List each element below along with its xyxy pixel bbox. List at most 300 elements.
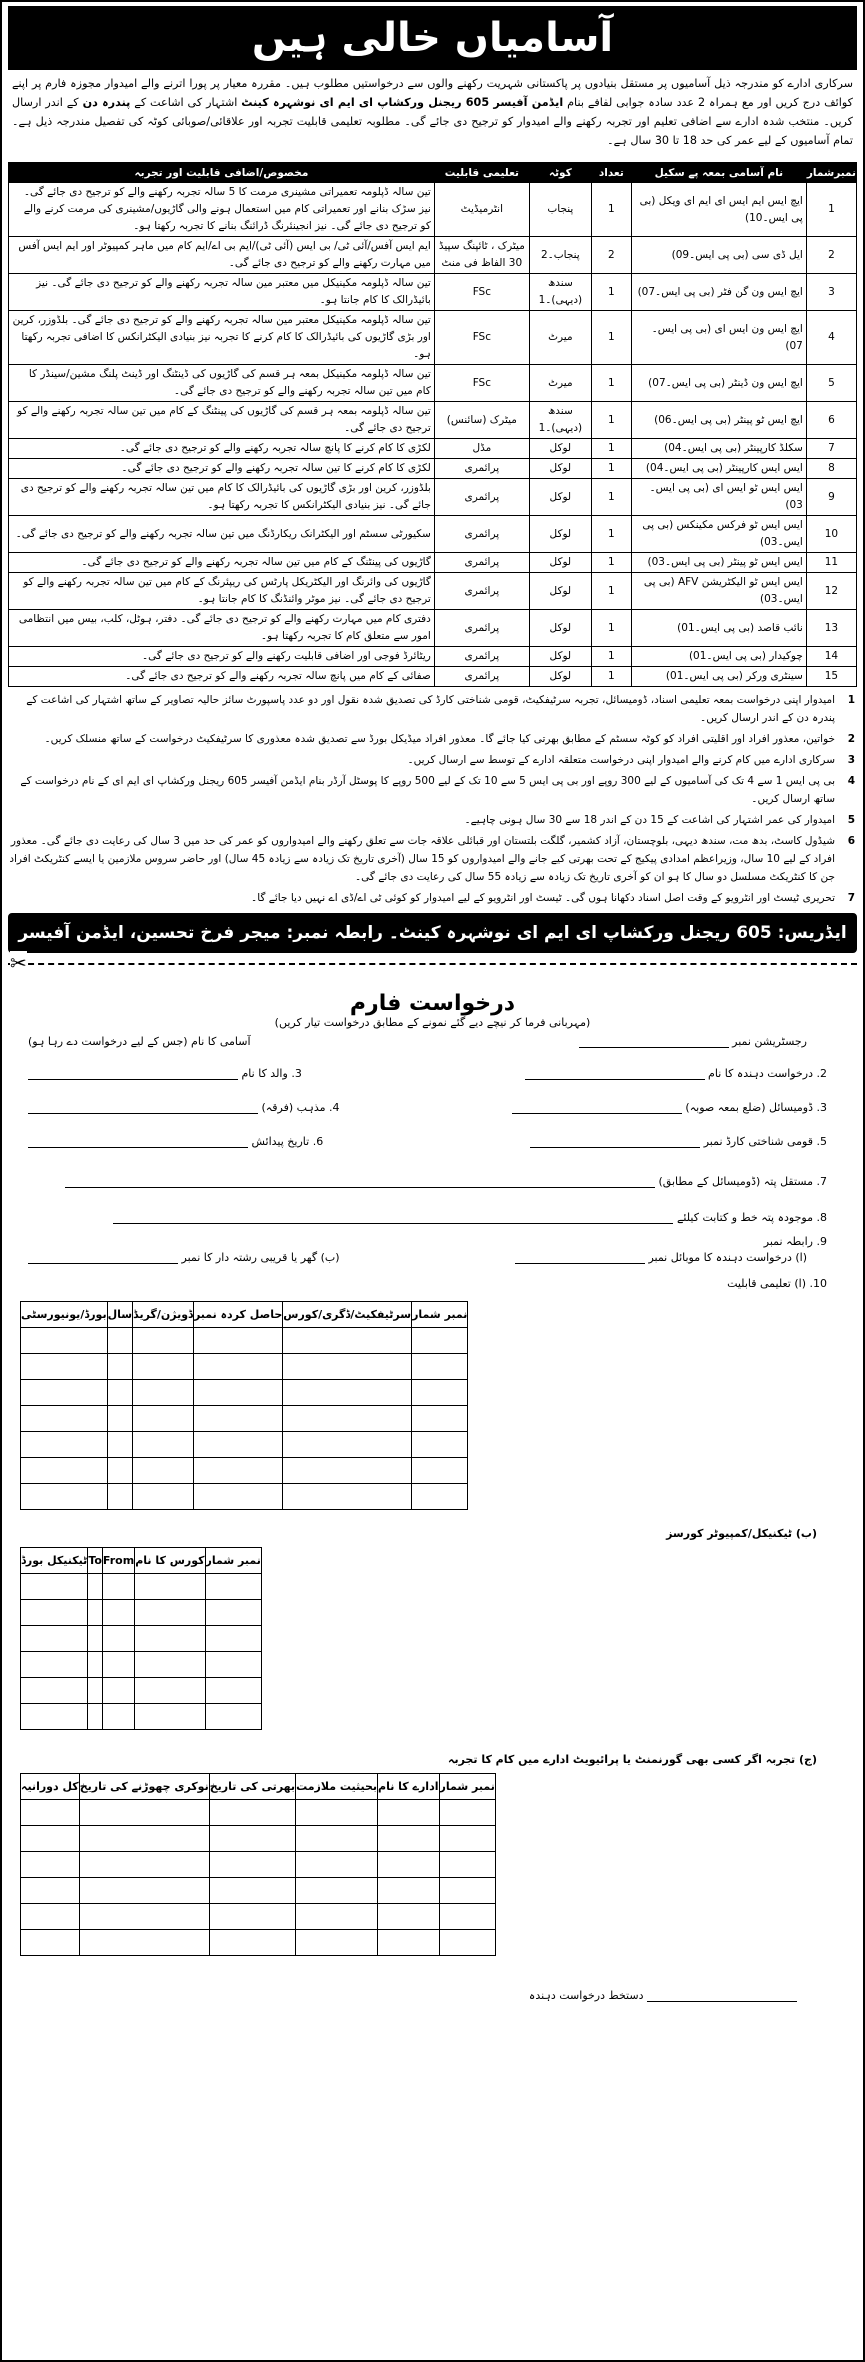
cell-post: ایس ایس ٹو ایس ای (بی پی ایس۔03) bbox=[631, 479, 806, 516]
cell-serial: 4 bbox=[806, 311, 856, 365]
blank-row bbox=[21, 1600, 262, 1626]
field-label: آسامی کا نام (جس کے لیے درخواست دے رہا ہو) bbox=[28, 1035, 251, 1048]
blank-cell[interactable] bbox=[205, 1600, 261, 1626]
field-line[interactable] bbox=[113, 1212, 673, 1224]
field-sublabel: خط و کتابت کیلئے bbox=[676, 1211, 758, 1224]
field-label: مذہب (فرقہ) bbox=[261, 1101, 326, 1114]
field-label: رجسٹریشن نمبر bbox=[732, 1035, 807, 1048]
blank-cell[interactable] bbox=[133, 1406, 194, 1432]
blank-row bbox=[21, 1380, 468, 1406]
col-header: نمبر شمار bbox=[205, 1548, 261, 1574]
blank-cell[interactable] bbox=[107, 1328, 133, 1354]
cell-post: ایس ایس کارپینٹر (بی پی ایس۔04) bbox=[631, 459, 806, 479]
blank-cell[interactable] bbox=[205, 1704, 261, 1730]
cell-experience: گاڑیوں کی وائرنگ اور الیکٹریکل پارٹس کی ریپئرنگ کے کام میں تین سالہ تجربہ رکھنے والے کو ترجیح دی جائے گی۔ نیز موٹر وائنڈنگ کا کام جانتا ہو۔ bbox=[9, 573, 435, 610]
blank-cell[interactable] bbox=[296, 1878, 378, 1904]
cell-count: 1 bbox=[591, 459, 631, 479]
blank-cell[interactable] bbox=[107, 1354, 133, 1380]
cell-quota: لوکل bbox=[529, 439, 591, 459]
field-label: (ا) درخواست دہندہ کا موبائل نمبر bbox=[648, 1251, 807, 1264]
table-row bbox=[9, 516, 857, 553]
field-line[interactable] bbox=[28, 1068, 238, 1080]
cell-education: FSc bbox=[434, 365, 529, 402]
blank-row bbox=[21, 1406, 468, 1432]
blank-cell[interactable] bbox=[193, 1328, 282, 1354]
note-item bbox=[8, 751, 857, 769]
field-line[interactable] bbox=[512, 1102, 682, 1114]
col-header: بورڈ/یونیورسٹی bbox=[21, 1302, 108, 1328]
cell-quota: لوکل bbox=[529, 610, 591, 647]
blank-cell[interactable] bbox=[412, 1432, 468, 1458]
field-label: رابطہ نمبر bbox=[763, 1235, 813, 1248]
education-table bbox=[20, 1301, 468, 1510]
cell-experience: بلڈوزر، کرین اور بڑی گاڑیوں کی بائیڈرالک کا کام میں تین سالہ تجربہ رکھنے والے کو ترجیح دی جائے گی۔ نیز بنیادی الیکٹرانکس کا تجربہ رکھتا ہو۔ bbox=[9, 479, 435, 516]
blank-cell[interactable] bbox=[135, 1574, 205, 1600]
table-row bbox=[9, 311, 857, 365]
cut-line bbox=[8, 951, 857, 985]
field-permanent-address: 7. مستقل پتہ (ڈومیسائل کے مطابق) bbox=[65, 1175, 827, 1188]
cell-experience: تین سالہ ڈپلومہ مکینیکل معتبر مین سالہ تجربہ رکھنے والے کو ترجیح دی جائے گی۔ بلڈوزر، کرین اور بڑی گاڑیوں کی بائیڈرالک کا کام کرنے کا تجربہ نیز بنیادی الیکٹرانکس کا اضافی تجربہ رکھتا ہو۔ bbox=[9, 311, 435, 365]
blank-cell[interactable] bbox=[133, 1380, 194, 1406]
blank-cell[interactable] bbox=[21, 1380, 108, 1406]
blank-cell[interactable] bbox=[107, 1484, 133, 1510]
experience-table bbox=[20, 1773, 496, 1956]
cell-experience: تین سالہ ڈپلومہ بمعہ ہر قسم کی گاڑیوں کی پینٹنگ کے کام میں تین سالہ تجربہ رکھنے والے کو ترجیح دی جائے گی۔ bbox=[9, 402, 435, 439]
blank-row bbox=[21, 1826, 496, 1852]
cell-count: 1 bbox=[591, 573, 631, 610]
blank-cell[interactable] bbox=[133, 1354, 194, 1380]
cell-quota: پنجاب bbox=[529, 183, 591, 237]
cell-education: FSc bbox=[434, 311, 529, 365]
blank-cell[interactable] bbox=[439, 1852, 495, 1878]
field-label: والد کا نام bbox=[241, 1067, 288, 1080]
blank-cell[interactable] bbox=[283, 1328, 412, 1354]
blank-cell[interactable] bbox=[102, 1626, 134, 1652]
note-number: 1 bbox=[847, 694, 855, 706]
blank-cell[interactable] bbox=[21, 1626, 88, 1652]
intro-paragraph bbox=[8, 70, 857, 162]
blank-cell[interactable] bbox=[209, 1878, 295, 1904]
blank-cell[interactable] bbox=[107, 1458, 133, 1484]
note-number: 7 bbox=[847, 892, 855, 904]
blank-cell[interactable] bbox=[107, 1432, 133, 1458]
field-label: تعلیمی قابلیت bbox=[727, 1277, 791, 1290]
cell-count: 2 bbox=[591, 237, 631, 274]
note-number: 2 bbox=[847, 733, 855, 745]
field-line[interactable] bbox=[28, 1102, 258, 1114]
note-text: خواتین، معذور افراد اور اقلیتی افراد کو کوٹہ سسٹم کے مطابق بھرتی کیا جائے گا۔ معذور افراد میڈیکل بورڈ سے تصدیق شدہ معذوری کا سرٹیفکیٹ درخواست کے ساتھ منسلک کریں۔ bbox=[44, 733, 835, 745]
blank-cell[interactable] bbox=[412, 1328, 468, 1354]
signature-field bbox=[529, 1989, 797, 2002]
cell-serial: 3 bbox=[806, 274, 856, 311]
blank-cell[interactable] bbox=[283, 1406, 412, 1432]
blank-cell[interactable] bbox=[439, 1878, 495, 1904]
blank-cell[interactable] bbox=[135, 1704, 205, 1730]
cell-count: 1 bbox=[591, 516, 631, 553]
note-item bbox=[8, 889, 857, 907]
table-row bbox=[9, 610, 857, 647]
blank-cell[interactable] bbox=[21, 1878, 80, 1904]
blank-cell[interactable] bbox=[193, 1484, 282, 1510]
note-item bbox=[8, 832, 857, 886]
cell-count: 1 bbox=[591, 610, 631, 647]
blank-cell[interactable] bbox=[283, 1458, 412, 1484]
note-item bbox=[8, 691, 857, 727]
field-line[interactable] bbox=[28, 1136, 248, 1148]
col-header-quota: کوٹہ bbox=[529, 163, 591, 183]
blank-cell[interactable] bbox=[439, 1904, 495, 1930]
blank-cell[interactable] bbox=[88, 1626, 103, 1652]
blank-cell[interactable] bbox=[102, 1600, 134, 1626]
blank-cell[interactable] bbox=[205, 1652, 261, 1678]
blank-cell[interactable] bbox=[283, 1484, 412, 1510]
field-current-address: 8. موجودہ پتہ خط و کتابت کیلئے bbox=[113, 1211, 827, 1224]
cell-serial: 12 bbox=[806, 573, 856, 610]
note-number: 6 bbox=[847, 835, 855, 847]
blank-cell[interactable] bbox=[193, 1354, 282, 1380]
col-header-education: تعلیمی قابلیت bbox=[434, 163, 529, 183]
blank-cell[interactable] bbox=[439, 1930, 495, 1956]
blank-cell[interactable] bbox=[412, 1354, 468, 1380]
col-header-post: نام آسامی بمعہ پے سکیل bbox=[631, 163, 806, 183]
cell-quota: سندھ (دیہی)۔1 bbox=[529, 402, 591, 439]
form-subtitle: (مہربانی فرما کر نیچے دیے گئے نمونے کے مطابق درخواست تیار کریں) bbox=[274, 1016, 591, 1029]
col-header: ٹیکنیکل بورڈ bbox=[21, 1548, 88, 1574]
blank-cell[interactable] bbox=[21, 1574, 88, 1600]
blank-cell[interactable] bbox=[133, 1484, 194, 1510]
field-post-name bbox=[28, 1035, 251, 1048]
cell-count: 1 bbox=[591, 667, 631, 687]
cell-serial: 8 bbox=[806, 459, 856, 479]
col-header: نمبر شمار bbox=[412, 1302, 468, 1328]
cell-quota: لوکل bbox=[529, 647, 591, 667]
blank-cell[interactable] bbox=[412, 1484, 468, 1510]
field-label: مستقل پتہ (ڈومیسائل کے مطابق) bbox=[658, 1175, 813, 1188]
blank-row bbox=[21, 1704, 262, 1730]
blank-cell[interactable] bbox=[205, 1574, 261, 1600]
form-header bbox=[8, 991, 857, 1029]
blank-cell[interactable] bbox=[21, 1704, 88, 1730]
blank-cell[interactable] bbox=[205, 1678, 261, 1704]
field-line[interactable] bbox=[525, 1068, 705, 1080]
blank-cell[interactable] bbox=[102, 1704, 134, 1730]
field-line[interactable] bbox=[65, 1176, 655, 1188]
cell-quota: لوکل bbox=[529, 516, 591, 553]
field-domicile: 3. ڈومیسائل (ضلع بمعہ صوبہ) bbox=[512, 1101, 827, 1114]
blank-row bbox=[21, 1484, 468, 1510]
cell-post: چوکیدار (بی پی ایس۔01) bbox=[631, 647, 806, 667]
field-sublabel: (ا) bbox=[794, 1277, 806, 1290]
blank-cell[interactable] bbox=[102, 1678, 134, 1704]
col-header: سال bbox=[107, 1302, 133, 1328]
cell-experience: ایم ایس آفس/آئی ٹی/ بی ایس (آئی ٹی)/ایم بی اے/ایم کام میں ماہر کمپیوٹر اور ایم ایس آفس میں مہارت رکھنے والے کو ترجیح دی جائے گی۔ bbox=[9, 237, 435, 274]
cell-education: پرائمری bbox=[434, 573, 529, 610]
cell-quota: لوکل bbox=[529, 479, 591, 516]
note-item bbox=[8, 811, 857, 829]
cell-quota: لوکل bbox=[529, 553, 591, 573]
cell-serial: 11 bbox=[806, 553, 856, 573]
blank-cell[interactable] bbox=[88, 1652, 103, 1678]
education-header-row bbox=[21, 1302, 468, 1328]
blank-cell[interactable] bbox=[135, 1678, 205, 1704]
cell-post: ایچ ایس ٹو پینٹر (بی پی ایس۔06) bbox=[631, 402, 806, 439]
cell-quota: میرٹ bbox=[529, 311, 591, 365]
blank-cell[interactable] bbox=[283, 1380, 412, 1406]
col-header: حاصل کردہ نمبر bbox=[193, 1302, 282, 1328]
cell-quota: لوکل bbox=[529, 667, 591, 687]
cell-education: پرائمری bbox=[434, 459, 529, 479]
blank-cell[interactable] bbox=[135, 1626, 205, 1652]
col-header: ادارے کا نام bbox=[378, 1774, 439, 1800]
blank-row bbox=[21, 1354, 468, 1380]
notes-list bbox=[8, 691, 857, 907]
blank-cell[interactable] bbox=[135, 1652, 205, 1678]
field-father-name: 3. والد کا نام bbox=[28, 1067, 302, 1080]
blank-cell[interactable] bbox=[412, 1406, 468, 1432]
cell-serial: 6 bbox=[806, 402, 856, 439]
blank-row bbox=[21, 1904, 496, 1930]
col-header-serial: نمبرشمار bbox=[806, 163, 856, 183]
vacancies-header-row bbox=[9, 163, 857, 183]
cell-education: پرائمری bbox=[434, 647, 529, 667]
blank-cell[interactable] bbox=[135, 1600, 205, 1626]
field-label: ڈومیسائل (ضلع بمعہ صوبہ) bbox=[685, 1101, 813, 1114]
blank-cell[interactable] bbox=[283, 1432, 412, 1458]
blank-row bbox=[21, 1458, 468, 1484]
field-dob: 6. تاریخ پیدائش bbox=[28, 1135, 323, 1148]
blank-row bbox=[21, 1852, 496, 1878]
blank-cell[interactable] bbox=[79, 1878, 209, 1904]
cell-serial: 14 bbox=[806, 647, 856, 667]
blank-cell[interactable] bbox=[21, 1652, 88, 1678]
blank-cell[interactable] bbox=[296, 1852, 378, 1878]
cell-post: ایچ ایس ون ڈینٹر (بی پی ایس۔07) bbox=[631, 365, 806, 402]
note-text: سرکاری ادارے میں کام کرنے والے امیدوار اپنی درخواست متعلقہ ادارے کے توسط سے ارسال کریں۔ bbox=[407, 754, 835, 766]
blank-row bbox=[21, 1652, 262, 1678]
blank-cell[interactable] bbox=[209, 1904, 295, 1930]
blank-cell[interactable] bbox=[378, 1904, 439, 1930]
field-line[interactable] bbox=[515, 1252, 645, 1264]
blank-cell[interactable] bbox=[209, 1800, 295, 1826]
cell-post: ایل ڈی سی (بی پی ایس۔09) bbox=[631, 237, 806, 274]
cell-count: 1 bbox=[591, 274, 631, 311]
blank-cell[interactable] bbox=[21, 1600, 88, 1626]
blank-cell[interactable] bbox=[378, 1930, 439, 1956]
col-header: کل دورانیہ bbox=[21, 1774, 80, 1800]
blank-row bbox=[21, 1574, 262, 1600]
intro-line-2b: اشتہار کی اشاعت کے bbox=[134, 96, 238, 109]
blank-cell[interactable] bbox=[79, 1930, 209, 1956]
experience-header-row bbox=[21, 1774, 496, 1800]
blank-cell[interactable] bbox=[378, 1852, 439, 1878]
blank-cell[interactable] bbox=[193, 1432, 282, 1458]
cell-experience: تین سالہ ڈپلومہ مکینیکل میں معتبر مین سالہ تجربہ رکھنے والے کو ترجیح دی جائے گی۔ نیز بائیڈرالک کا کام جانتا ہو۔ bbox=[9, 274, 435, 311]
col-header-experience: مخصوص/اضافی قابلیت اور تجربہ bbox=[9, 163, 435, 183]
table-row bbox=[9, 647, 857, 667]
cell-education: میٹرک (سائنس) bbox=[434, 402, 529, 439]
blank-cell[interactable] bbox=[193, 1380, 282, 1406]
blank-cell[interactable] bbox=[79, 1904, 209, 1930]
blank-row bbox=[21, 1800, 496, 1826]
col-header: کورس کا نام bbox=[135, 1548, 205, 1574]
blank-cell[interactable] bbox=[21, 1800, 80, 1826]
cell-experience: تین سالہ ڈپلومہ تعمیراتی مشینری مرمت کا 5 سالہ تجربہ رکھنے والے کو ترجیح دی جائے گی۔ نیز سڑک بنانے اور تعمیراتی کام میں استعمال ہونے والی گاڑیوں/مشینری کی مرمت کرنے والے کو ترجیح دی جائے گی۔ نیز انجینئرنگ ڈرائنگ بنانے کا تجربہ رکھتا ہو۔ bbox=[9, 183, 435, 237]
blank-cell[interactable] bbox=[79, 1826, 209, 1852]
blank-cell[interactable] bbox=[209, 1852, 295, 1878]
field-contact: 9. رابطہ نمبر bbox=[763, 1235, 827, 1248]
blank-cell[interactable] bbox=[296, 1930, 378, 1956]
blank-cell[interactable] bbox=[296, 1826, 378, 1852]
note-number: 5 bbox=[847, 814, 855, 826]
table-row bbox=[9, 667, 857, 687]
cell-experience: صفائی کے کام میں پانچ سالہ تجربہ رکھنے والے کو ترجیح دی جائے گی۔ bbox=[9, 667, 435, 687]
cell-count: 1 bbox=[591, 311, 631, 365]
cell-education: پرائمری bbox=[434, 610, 529, 647]
blank-cell[interactable] bbox=[21, 1904, 80, 1930]
blank-cell[interactable] bbox=[283, 1354, 412, 1380]
cell-post: ایچ ایس ون ایس ای (بی پی ایس۔07) bbox=[631, 311, 806, 365]
cell-education: انٹرمیڈیٹ bbox=[434, 183, 529, 237]
intro-highlight-days: پندرہ دن bbox=[82, 96, 131, 109]
blank-cell[interactable] bbox=[378, 1878, 439, 1904]
cell-experience: لکڑی کا کام کرنے کا پانچ سالہ تجربہ رکھنے والے کو ترجیح دی جائے گی۔ bbox=[9, 439, 435, 459]
blank-cell[interactable] bbox=[88, 1704, 103, 1730]
blank-cell[interactable] bbox=[209, 1930, 295, 1956]
blank-row bbox=[21, 1626, 262, 1652]
blank-cell[interactable] bbox=[133, 1432, 194, 1458]
tech-courses-label: (ب) ٹیکنیکل/کمپیوٹر کورسز bbox=[666, 1527, 817, 1540]
blank-cell[interactable] bbox=[21, 1484, 108, 1510]
blank-cell[interactable] bbox=[21, 1432, 108, 1458]
intro-line-1: سرکاری ادارے کو مندرجہ ذیل آسامیوں پر مستقل بنیادوں پر پاکستانی شہریت رکھنے والوں سے درخواستیں مطلوب ہیں۔ مقررہ معیار پر پورا اترنے والے امیدوار مجوزہ فارم پر اپنے کوائف درج کریں اور مع ہمراہ 2 عدد bbox=[12, 77, 853, 109]
note-text: امیدوار اپنی درخواست بمعہ تعلیمی اسناد، ڈومیسائل، تجربہ سرٹیفکیٹ، قومی شناختی کارڈ کی تصدیق شدہ نقول اور دو عدد پاسپورٹ سائز حالیہ تصاویر کے ساتھ اشتہار کی اشاعت کے پندرہ دن کے اندر ارسال کریں۔ bbox=[26, 694, 835, 724]
cell-serial: 2 bbox=[806, 237, 856, 274]
cell-experience: ریٹائرڈ فوجی اور اضافی قابلیت رکھنے والے کو ترجیح دی جائے گی۔ bbox=[9, 647, 435, 667]
cell-experience: تین سالہ ڈپلومہ مکینیکل بمعہ ہر قسم کی گاڑیوں کی ڈینٹنگ اور ڈینٹ پلنگ مشین/سینڈر کا کام میں تین سالہ تجربہ رکھنے والے کو ترجیح دی جائے گی۔ bbox=[9, 365, 435, 402]
blank-row bbox=[21, 1432, 468, 1458]
blank-cell[interactable] bbox=[205, 1626, 261, 1652]
note-text: تحریری ٹیسٹ اور انٹرویو کے وقت اصل اسناد دکھانا ہوں گی۔ ٹیسٹ اور انٹرویو کے لیے امیدوار کو کوئی ٹی اے/ڈی اے نہیں دیا جائے گا۔ bbox=[251, 892, 835, 904]
table-row bbox=[9, 553, 857, 573]
col-header: بھرتی کی تاریخ bbox=[209, 1774, 295, 1800]
blank-cell[interactable] bbox=[296, 1800, 378, 1826]
address-bar: ایڈریس: 605 ریجنل ورکشاپ ای ایم ای نوشہرہ کینٹ۔ رابطہ نمبر: میجر فرخ تحسین، ایڈمن آفیسر 0327-0585665 bbox=[8, 913, 857, 953]
cell-education: FSc bbox=[434, 274, 529, 311]
cell-serial: 5 bbox=[806, 365, 856, 402]
cell-experience: گاڑیوں کی پینٹنگ کے کام میں تین سالہ تجربہ رکھنے والے کو ترجیح دی جائے گی۔ bbox=[9, 553, 435, 573]
experience-label: (ج) تجربہ اگر کسی بھی گورنمنٹ یا پرائیویٹ ادارے میں کام کا تجربہ bbox=[448, 1753, 817, 1766]
note-item bbox=[8, 772, 857, 808]
field-line[interactable] bbox=[28, 1252, 178, 1264]
col-header: سرٹیفکیٹ/ڈگری/کورس bbox=[283, 1302, 412, 1328]
blank-cell[interactable] bbox=[21, 1826, 80, 1852]
cell-quota: میرٹ bbox=[529, 365, 591, 402]
col-header: From bbox=[102, 1548, 134, 1574]
blank-row bbox=[21, 1930, 496, 1956]
blank-cell[interactable] bbox=[133, 1458, 194, 1484]
blank-cell[interactable] bbox=[133, 1328, 194, 1354]
blank-cell[interactable] bbox=[378, 1826, 439, 1852]
note-number: 4 bbox=[847, 775, 855, 787]
blank-cell[interactable] bbox=[102, 1574, 134, 1600]
cell-count: 1 bbox=[591, 647, 631, 667]
field-registration-no bbox=[579, 1035, 807, 1048]
blank-cell[interactable] bbox=[107, 1380, 133, 1406]
blank-cell[interactable] bbox=[209, 1826, 295, 1852]
blank-cell[interactable] bbox=[193, 1458, 282, 1484]
blank-cell[interactable] bbox=[107, 1406, 133, 1432]
note-text: شیڈول کاسٹ، بدھ مت، سندھ دیہی، بلوچستان، آزاد کشمیر، گلگت بلتستان اور قبائلی علاقہ جات سے تعلق رکھنے والے امیدواروں کو عمر کی حد میں 3 سال کی رعایت دی جائے گی۔ معذور افراد کے لیے 10 سال، وزیراعظم امدادی پیکیج کے تحت بھرتی کیے جانے والے امیدواروں کو 15 سال (آخری تاریخ تک زیادہ سے زیادہ 45 سال) اور حاضر سروس ملازمین یا ایسے کنٹریکٹ افراد جن کا کنٹریکٹ مسلسل دو سال کا ہو ان کو آخری تاریخ تک زیادہ سے زیادہ 55 سال کی رعایت دی جائے گی۔ bbox=[9, 835, 835, 883]
note-item bbox=[8, 730, 857, 748]
blank-cell[interactable] bbox=[88, 1574, 103, 1600]
cell-post: ایس ایس ٹو فرکس مکینکس (بی پی ایس۔03) bbox=[631, 516, 806, 553]
cell-post: ایس ایس ٹو الیکٹریشن AFV (بی پی ایس۔03) bbox=[631, 573, 806, 610]
signature-line[interactable] bbox=[647, 1990, 797, 2002]
note-text: بی پی ایس 1 سے 4 تک کی آسامیوں کے لیے 300 روپے اور بی پی ایس 5 سے 10 تک کے لیے 500 روپے کا پوسٹل آرڈر بنام ایڈمن آفیسر 605 ریجنل ورکشاپ ای ایم ای کے نام درخواست کے ساتھ ارسال کریں۔ bbox=[20, 775, 835, 805]
cell-experience: دفتری کام میں مہارت رکھنے والے کو ترجیح دی جائے گی۔ دفتر، ہوٹل، کلب، بیس میں انتظامی امور سے متعلق کام کا تجربہ رکھتا ہو۔ bbox=[9, 610, 435, 647]
blank-cell[interactable] bbox=[21, 1328, 108, 1354]
col-header: To bbox=[88, 1548, 103, 1574]
blank-cell[interactable] bbox=[102, 1652, 134, 1678]
blank-cell[interactable] bbox=[79, 1852, 209, 1878]
cell-post: نائب قاصد (بی پی ایس۔01) bbox=[631, 610, 806, 647]
field-applicant-name: 2. درخواست دہندہ کا نام bbox=[525, 1067, 827, 1080]
blank-cell[interactable] bbox=[88, 1600, 103, 1626]
field-line[interactable] bbox=[579, 1036, 729, 1048]
cell-serial: 13 bbox=[806, 610, 856, 647]
blank-row bbox=[21, 1678, 262, 1704]
field-home-phone bbox=[28, 1251, 340, 1264]
field-education: 10. (ا) تعلیمی قابلیت bbox=[727, 1277, 827, 1290]
intro-highlight-address: ایڈمن آفیسر 605 ریجنل ورکشاپ ای ایم ای نوشہرہ کینٹ bbox=[241, 96, 564, 109]
blank-cell[interactable] bbox=[21, 1678, 88, 1704]
field-line[interactable] bbox=[530, 1136, 700, 1148]
blank-cell[interactable] bbox=[193, 1406, 282, 1432]
cell-post: سکلڈ کارپینٹر (بی پی ایس۔04) bbox=[631, 439, 806, 459]
blank-cell[interactable] bbox=[296, 1904, 378, 1930]
cell-count: 1 bbox=[591, 553, 631, 573]
blank-cell[interactable] bbox=[439, 1826, 495, 1852]
blank-cell[interactable] bbox=[21, 1354, 108, 1380]
cell-education: پرائمری bbox=[434, 479, 529, 516]
blank-cell[interactable] bbox=[439, 1800, 495, 1826]
cell-quota: لوکل bbox=[529, 573, 591, 610]
col-header: ڈویژن/گریڈ bbox=[133, 1302, 194, 1328]
blank-cell[interactable] bbox=[412, 1458, 468, 1484]
scissors-icon: ✂ bbox=[10, 951, 27, 975]
table-row bbox=[9, 183, 857, 237]
cell-count: 1 bbox=[591, 183, 631, 237]
cell-education: میٹرک ، ٹائپنگ سپیڈ 30 الفاظ فی منٹ bbox=[434, 237, 529, 274]
col-header: نمبر شمار bbox=[439, 1774, 495, 1800]
blank-cell[interactable] bbox=[378, 1800, 439, 1826]
field-label: درخواست دہندہ کا نام bbox=[708, 1067, 813, 1080]
blank-cell[interactable] bbox=[79, 1800, 209, 1826]
vacancies-table bbox=[8, 162, 857, 687]
cell-post: ایس ایس ٹو پینٹر (بی پی ایس۔03) bbox=[631, 553, 806, 573]
table-row bbox=[9, 365, 857, 402]
field-label: تاریخ پیدائش bbox=[251, 1135, 310, 1148]
blank-cell[interactable] bbox=[21, 1458, 108, 1484]
field-label: (ب) گھر یا قریبی رشتہ دار کا نمبر bbox=[181, 1251, 340, 1264]
blank-cell[interactable] bbox=[88, 1678, 103, 1704]
note-text: امیدوار کی عمر اشتہار کی اشاعت کے 15 دن کے اندر 18 سے 30 سال ہونی چاہیے۔ bbox=[464, 814, 835, 826]
blank-cell[interactable] bbox=[21, 1852, 80, 1878]
blank-cell[interactable] bbox=[412, 1380, 468, 1406]
blank-cell[interactable] bbox=[21, 1930, 80, 1956]
blank-cell[interactable] bbox=[21, 1406, 108, 1432]
headline: آسامیاں خالی ہیں bbox=[8, 6, 857, 70]
